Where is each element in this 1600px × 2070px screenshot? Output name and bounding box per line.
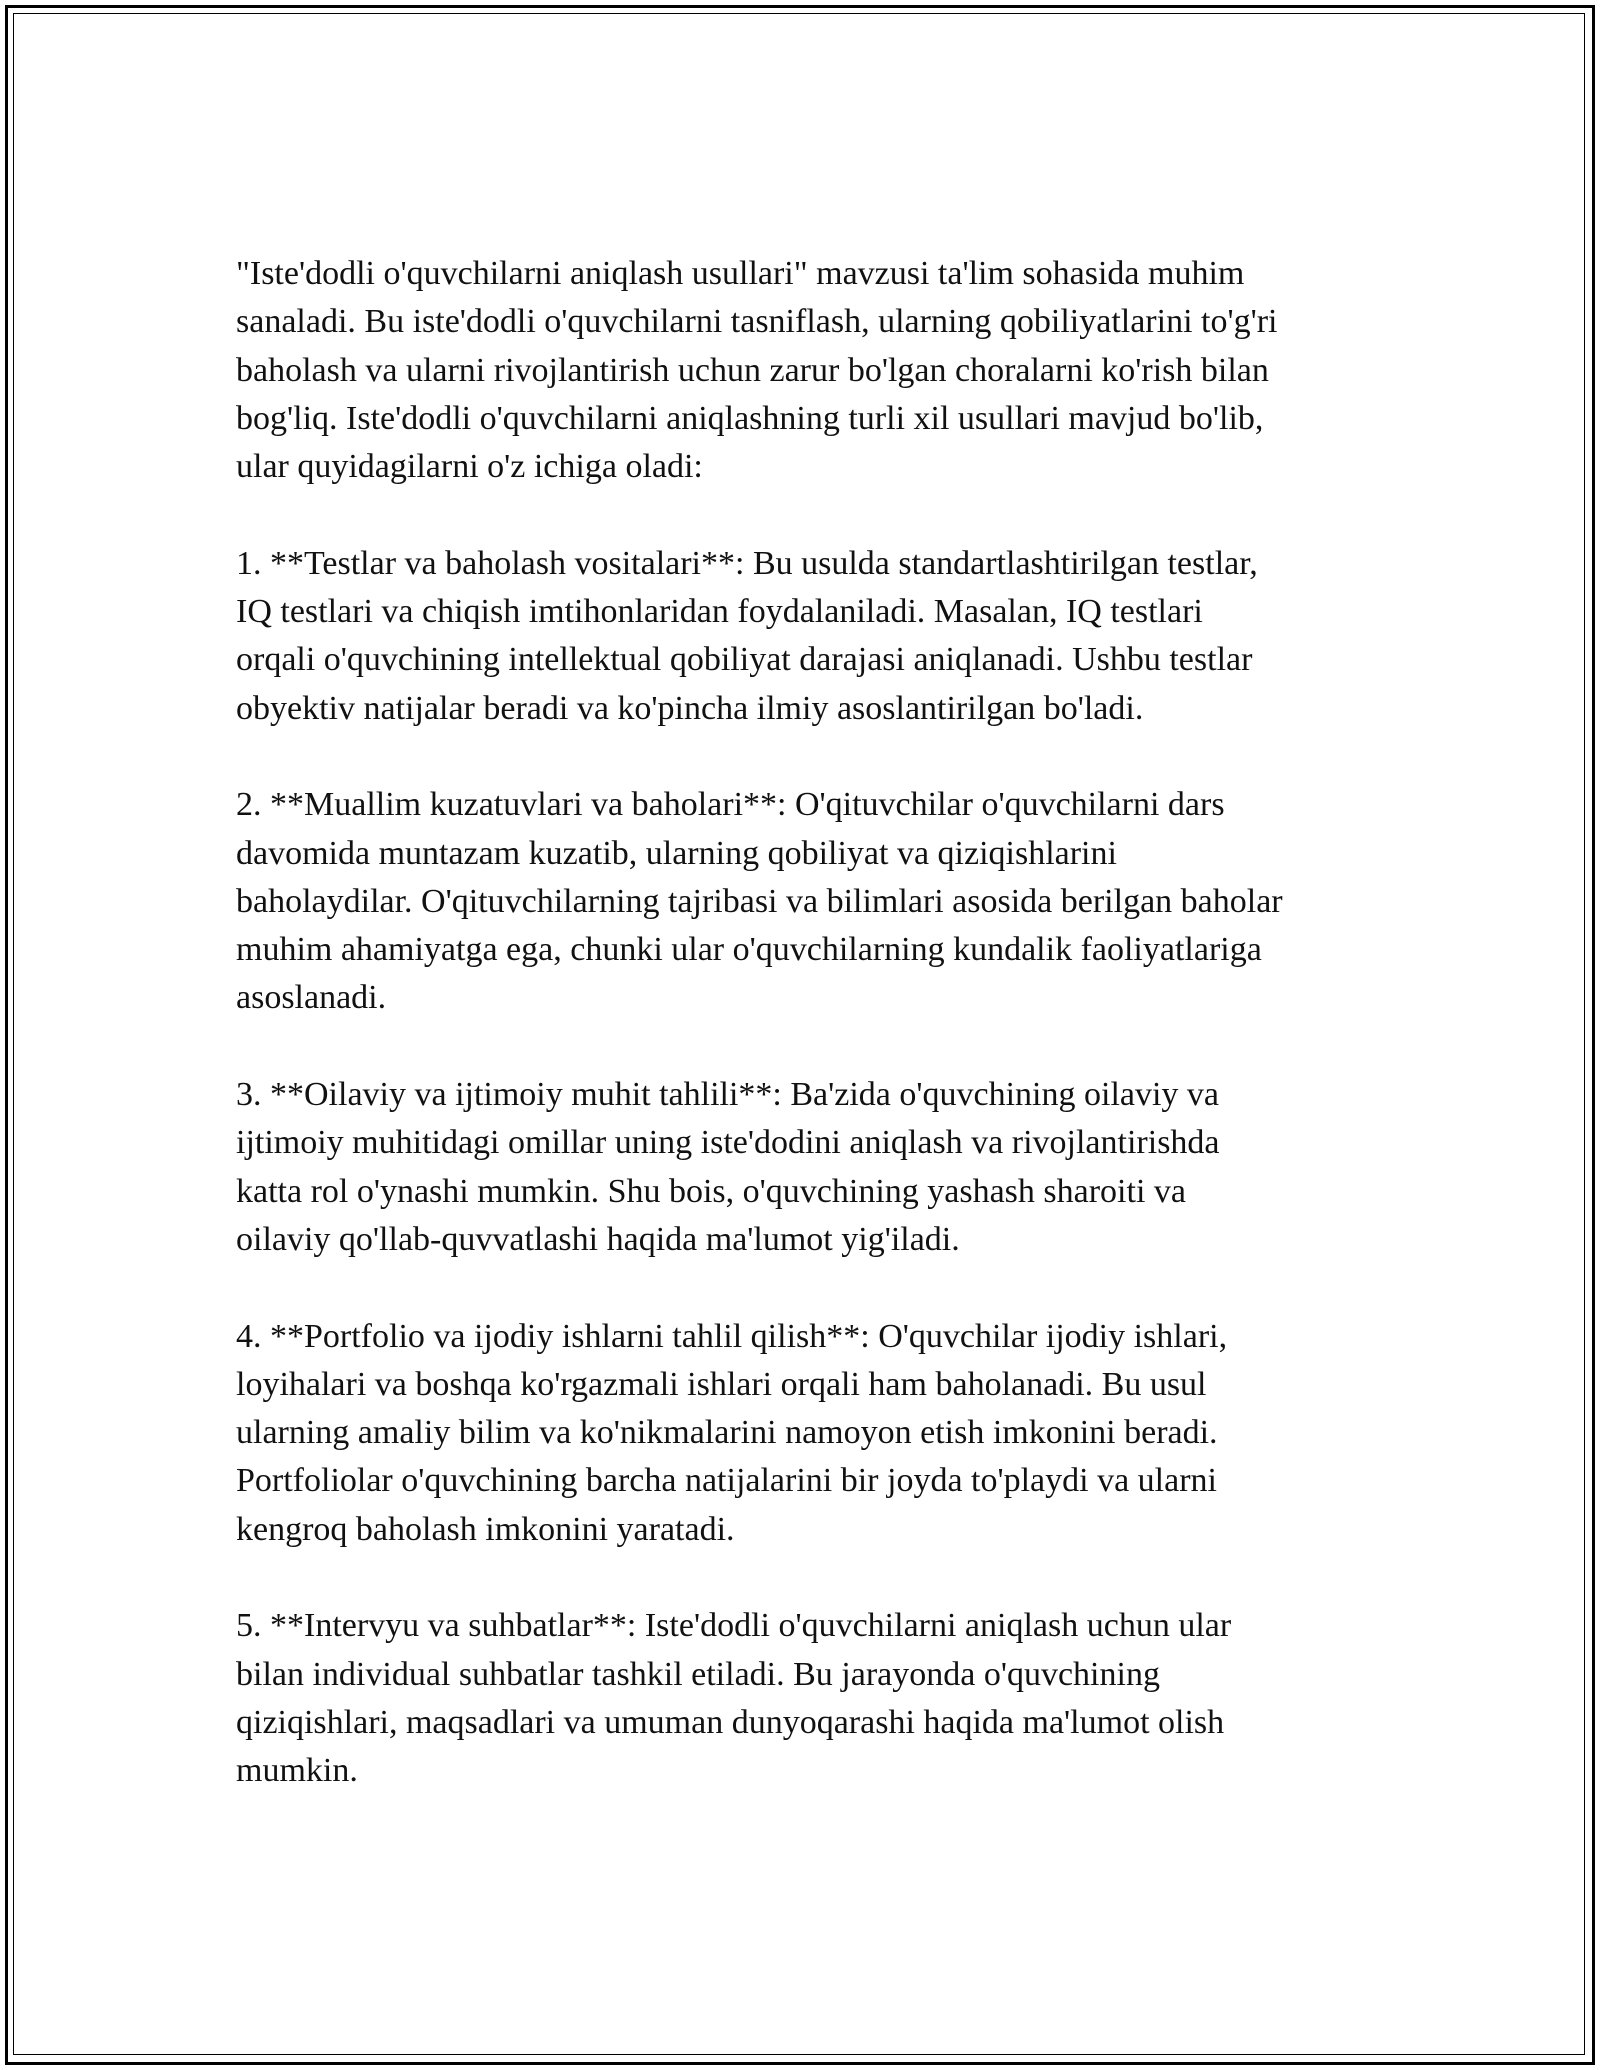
text-line: qiziqishlari, maqsadlari va umuman dunyoqarashi haqida ma'lumot olish bbox=[236, 1703, 1225, 1741]
paragraph-item-3 bbox=[236, 1071, 1376, 1264]
text-line: asoslanadi. bbox=[236, 979, 387, 1017]
text-line: 3. **Oilaviy va ijtimoiy muhit tahlili**: Ba'zida o'quvchining oilaviy va bbox=[236, 1076, 1220, 1114]
paragraph-intro bbox=[236, 250, 1376, 491]
text-line: ularning amaliy bilim va ko'nikmalarini namoyon etish imkonini beradi. bbox=[236, 1414, 1218, 1452]
text-line: "Iste'dodli o'quvchilarni aniqlash usullari" mavzusi ta'lim sohasida muhim bbox=[236, 255, 1245, 292]
text-line: ular quyidagilarni o'z ichiga oladi: bbox=[236, 448, 703, 486]
text-line: bog'liq. Iste'dodli o'quvchilarni aniqlashning turli xil usullari mavjud bo'lib, bbox=[236, 399, 1264, 437]
text-line: sanaladi. Bu iste'dodli o'quvchilarni tasniflash, ularning qobiliyatlarini to'g'ri bbox=[236, 303, 1278, 341]
paragraph-item-4 bbox=[236, 1313, 1376, 1554]
text-line: baholash va ularni rivojlantirish uchun zarur bo'lgan choralarni ko'rish bilan bbox=[236, 351, 1269, 389]
text-line: mumkin. bbox=[236, 1752, 358, 1790]
paragraph-item-1 bbox=[236, 540, 1376, 733]
text-line: oilaviy qo'llab-quvvatlashi haqida ma'lumot yig'iladi. bbox=[236, 1220, 960, 1258]
text-line: davomida muntazam kuzatib, ularning qobiliyat va qiziqishlarini bbox=[236, 834, 1117, 872]
text-line: katta rol o'ynashi mumkin. Shu bois, o'quvchining yashash sharoiti va bbox=[236, 1172, 1186, 1210]
text-line: bilan individual suhbatlar tashkil etiladi. Bu jarayonda o'quvchining bbox=[236, 1655, 1160, 1693]
text-line: orqali o'quvchining intellektual qobiliyat darajasi aniqlanadi. Ushbu testlar bbox=[236, 641, 1253, 679]
text-line: 4. **Portfolio va ijodiy ishlarni tahlil qilish**: O'quvchilar ijodiy ishlari, bbox=[236, 1317, 1228, 1355]
paragraph-item-2 bbox=[236, 781, 1376, 1022]
text-line: muhim ahamiyatga ega, chunki ular o'quvchilarning kundalik faoliyatlariga bbox=[236, 931, 1262, 969]
text-line: loyihalari va boshqa ko'rgazmali ishlari orqali ham baholanadi. Bu usul bbox=[236, 1365, 1207, 1403]
text-line: 1. **Testlar va baholash vositalari**: Bu usulda standartlashtirilgan testlar, bbox=[236, 544, 1258, 582]
text-line: 5. **Intervyu va suhbatlar**: Iste'dodli o'quvchilarni aniqlash uchun ular bbox=[236, 1607, 1232, 1645]
text-line: Portfoliolar o'quvchining barcha natijalarini bir joyda to'playdi va ularni bbox=[236, 1462, 1217, 1500]
text-line: obyektiv natijalar beradi va ko'pincha ilmiy asoslantirilgan bo'ladi. bbox=[236, 689, 1144, 727]
text-line: 2. **Muallim kuzatuvlari va baholari**: O'qituvchilar o'quvchilarni dars bbox=[236, 786, 1225, 824]
text-line: ijtimoiy muhitidagi omillar uning iste'dodini aniqlash va rivojlantirishda bbox=[236, 1124, 1220, 1162]
text-line: IQ testlari va chiqish imtihonlaridan foydalaniladi. Masalan, IQ testlari bbox=[236, 593, 1203, 631]
text-line: kengroq baholash imkonini yaratadi. bbox=[236, 1510, 735, 1548]
paragraph-item-5 bbox=[236, 1602, 1376, 1795]
document-body bbox=[236, 250, 1376, 1844]
text-line: baholaydilar. O'qituvchilarning tajribasi va bilimlari asosida berilgan baholar bbox=[236, 882, 1283, 920]
